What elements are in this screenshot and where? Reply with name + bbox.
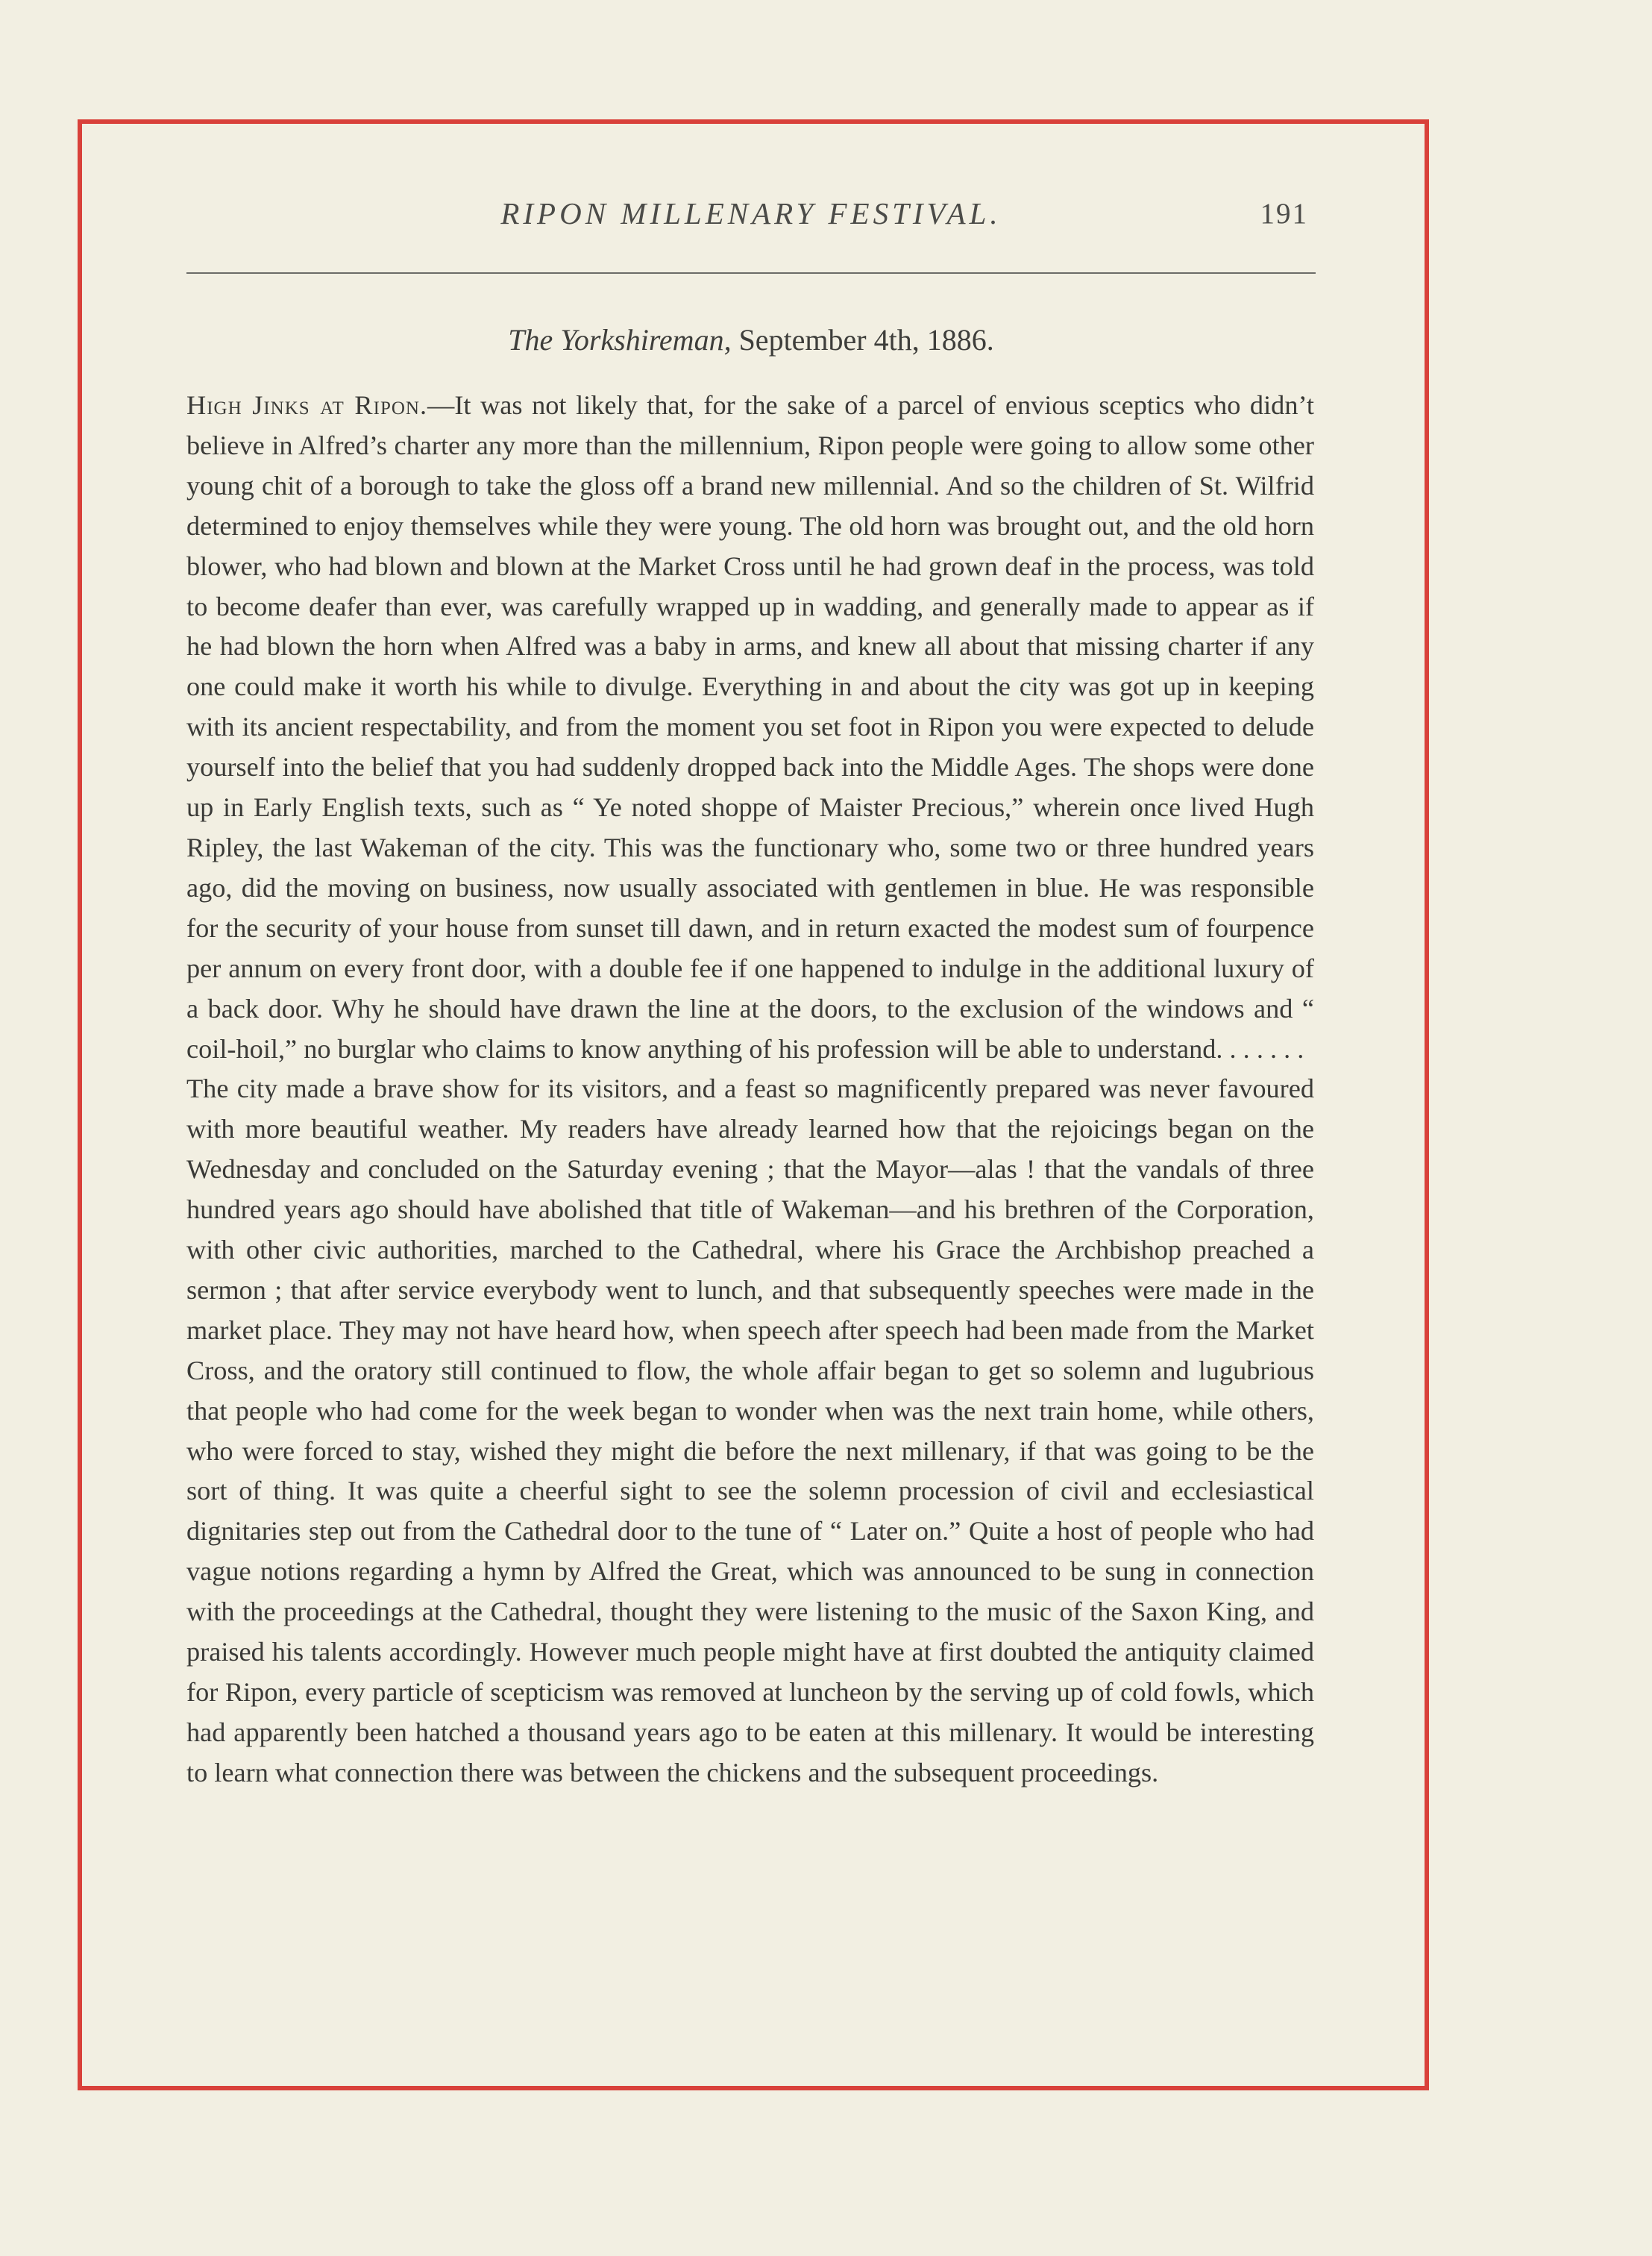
article-body (186, 386, 1314, 1793)
page-number: 191 (1260, 198, 1308, 230)
article-heading: High Jinks at Ripon. (186, 390, 428, 420)
article-paragraph-2: The city made a brave show for its visitors, and a feast so magnificently prepared was never favoured with more beautiful weather. My readers have already learned how that the rejoicings began on the Wednesday and concluded on the Saturday evening ; that the Mayor—alas ! that the vandals of three hundred years ago should have abolished that title of Wakeman—and his brethren of the Corporation, with other civic authorities, marched to the Cathedral, where his Grace the Archbishop preached a sermon ; that after service everybody went to lunch, and that subsequently speeches were made in the market place. They may not have heard how, when speech after speech had been made from the Market Cross, and the oratory still continued to flow, the whole affair began to get so solemn and lugubrious that people who had come for the week began to wonder when was the next train home, while others, who were forced to stay, wished they might die before the next millenary, if that was going to be the sort of thing. It was quite a cheerful sight to see the solemn procession of civil and ecclesiastical dignitaries step out from the Cathedral door to the tune of “ Later on.” Quite a host of people who had vague notions regarding a hymn by Alfred the Great, which was announced to be sung in connection with the proceedings at the Cathedral, thought they were listening to the music of the Saxon King, and praised his talents accordingly. However much people might have at first doubted the antiquity claimed for Ripon, every particle of scepticism was removed at luncheon by the serving up of cold fowls, which had apparently been hatched a thousand years ago to be eaten at this millenary. It would be interesting to learn what connection there was between the chickens and the subsequent proceedings. (186, 1074, 1314, 1787)
article-paragraph-1 (186, 386, 1314, 1069)
running-title: RIPON MILLENARY FESTIVAL. (500, 196, 1002, 231)
publication-name: The Yorkshireman, (508, 323, 732, 357)
source-citation (186, 322, 1316, 357)
paragraph-1-text: —It was not likely that, for the sake of a parcel of envious sceptics who didn’t believe in Alfred’s charter any more than the millennium, Ripon people were going to allow some other young chit of a borough to take the gloss off a brand new millennial. And so the children of St. Wilfrid determined to enjoy themselves while they were young. The old horn was brought out, and the old horn blower, who had blown and blown at the Market Cross until he had grown deaf in the process, was told to become deafer than ever, was carefully wrapped up in wadding, and generally made to appear as if he had blown the horn when Alfred was a baby in arms, and knew all about that missing charter if any one could make it worth his while to divulge. Everything in and about the city was got up in keeping with its ancient respectability, and from the moment you set foot in Ripon you were expected to delude yourself into the belief that you had suddenly dropped back into the Middle Ages. The shops were done up in Early English texts, such as “ Ye noted shoppe of Maister Precious,” wherein once lived Hugh Ripley, the last Wakeman of the city. This was the functionary who, some two or three hundred years ago, did the moving on business, now usually associated with gentlemen in blue. He was responsible for the security of your house from sunset till dawn, and in return exacted the modest sum of fourpence per annum on every front door, with a double fee if one happened to indulge in the additional luxury of a back door. Why he should have drawn the line at the doors, to the exclusion of the windows and “ coil-hoil,” no burglar who claims to know anything of his profession will be able to understand. . . . . . . (186, 390, 1314, 1064)
running-head (186, 195, 1316, 240)
publication-date: September 4th, 1886. (731, 323, 994, 357)
header-rule (186, 272, 1316, 274)
